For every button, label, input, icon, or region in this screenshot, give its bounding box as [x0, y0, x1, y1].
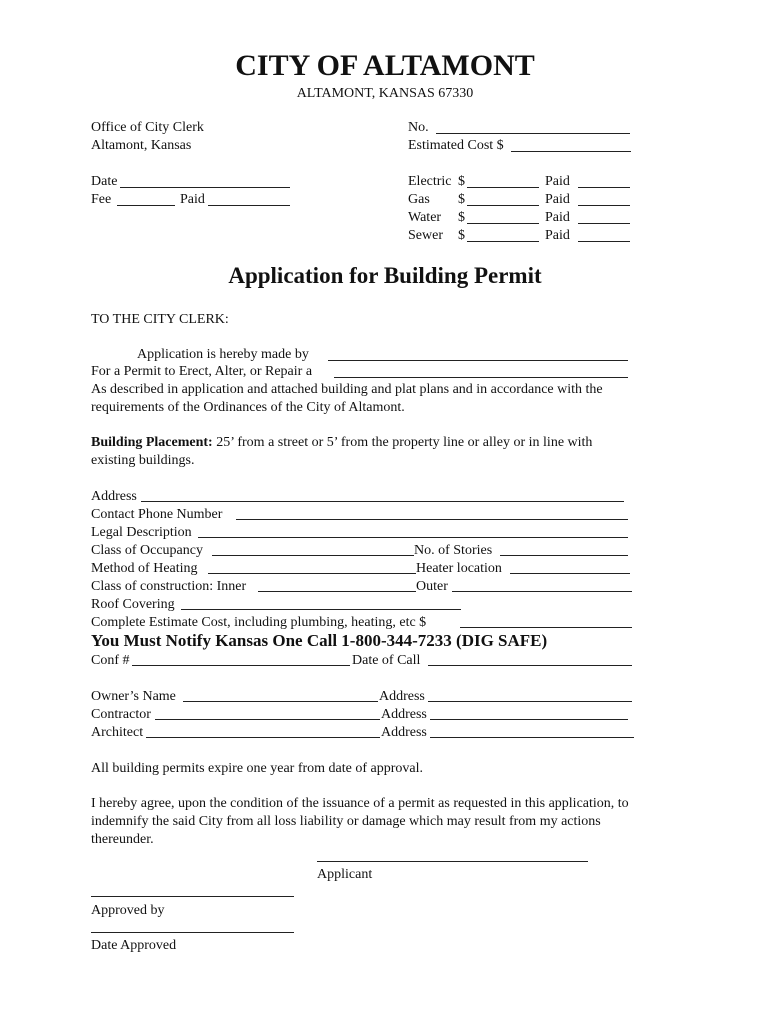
class-of-occupancy-label: Class of Occupancy: [91, 543, 203, 558]
owner-address-label: Address: [379, 689, 425, 704]
contractor-field[interactable]: [155, 719, 380, 720]
conf-field[interactable]: [132, 665, 350, 666]
agreement-line1: I hereby agree, upon the condition of the issuance of a permit as requested in this application, to: [91, 796, 629, 811]
architect-field[interactable]: [146, 737, 380, 738]
made-by-label: Application is hereby made by: [137, 347, 309, 362]
conf-label: Conf #: [91, 653, 130, 668]
owner-address-field[interactable]: [428, 701, 632, 702]
owner-field[interactable]: [183, 701, 378, 702]
placement-label: Building Placement:: [91, 435, 213, 450]
utility-electric-amount[interactable]: [467, 187, 539, 188]
form-title: Application for Building Permit: [228, 263, 542, 288]
described-line1: As described in application and attached building and plat plans and in accordance with the: [91, 382, 603, 397]
utility-sewer-paid-label: Paid: [545, 228, 570, 243]
applicant-label: Applicant: [317, 867, 373, 882]
roof-covering-label: Roof Covering: [91, 597, 175, 612]
contractor-address-field[interactable]: [430, 719, 628, 720]
city-title: CITY OF ALTAMONT: [235, 49, 535, 82]
utility-electric-paid[interactable]: [578, 187, 630, 188]
approved-by-line[interactable]: [91, 896, 294, 897]
permit-for-field[interactable]: [334, 377, 628, 378]
to-clerk: TO THE CITY CLERK:: [91, 312, 229, 327]
no-of-stories-label: No. of Stories: [414, 543, 493, 558]
legal-description-label: Legal Description: [91, 525, 192, 540]
date-of-call-label: Date of Call: [352, 653, 421, 668]
legal-description-field[interactable]: [198, 537, 628, 538]
agreement-line2: indemnify the said City from all loss liability or damage which may result from my actions: [91, 814, 601, 829]
no-of-stories-field[interactable]: [500, 555, 628, 556]
fee-paid-label: Paid: [180, 192, 205, 207]
outer-label: Outer: [416, 579, 448, 594]
architect-address-label: Address: [381, 725, 427, 740]
approved-by-label: Approved by: [91, 903, 165, 918]
owner-label: Owner’s Name: [91, 689, 176, 704]
contact-phone-field[interactable]: [236, 519, 628, 520]
utility-electric-currency: $: [458, 174, 465, 189]
date-approved-label: Date Approved: [91, 938, 177, 953]
utility-gas-amount[interactable]: [467, 205, 539, 206]
utility-gas-label: Gas: [408, 192, 430, 207]
permit-for-label: For a Permit to Erect, Alter, or Repair a: [91, 364, 313, 379]
contractor-address-label: Address: [381, 707, 427, 722]
expire-text: All building permits expire one year from date of approval.: [91, 761, 424, 776]
placement-line2: existing buildings.: [91, 453, 195, 468]
method-of-heating-field[interactable]: [208, 573, 416, 574]
method-of-heating-label: Method of Heating: [91, 561, 198, 576]
complete-estimate-label: Complete Estimate Cost, including plumbing, heating, etc $: [91, 615, 427, 630]
date-approved-line[interactable]: [91, 932, 294, 933]
utility-water-paid-label: Paid: [545, 210, 570, 225]
placement-text1: 25’ from a street or 5’ from the property line or alley or in line with: [212, 435, 593, 450]
outer-field[interactable]: [452, 591, 632, 592]
fee-label: Fee: [91, 192, 112, 207]
utility-electric-label: Electric: [408, 174, 452, 189]
fee-paid-field[interactable]: [208, 205, 290, 206]
no-field[interactable]: [436, 133, 630, 134]
utility-gas-paid[interactable]: [578, 205, 630, 206]
utility-water-currency: $: [458, 210, 465, 225]
estimated-cost-label: Estimated Cost $: [408, 138, 504, 153]
class-of-construction-inner-field[interactable]: [258, 591, 416, 592]
agreement-line3: thereunder.: [91, 832, 154, 847]
date-field[interactable]: [120, 187, 290, 188]
office-line1: Office of City Clerk: [91, 120, 204, 135]
applicant-signature-line[interactable]: [317, 861, 588, 862]
dig-safe-notice: You Must Notify Kansas One Call 1-800-344-7233 (DIG SAFE): [91, 631, 548, 650]
utility-sewer-label: Sewer: [408, 228, 443, 243]
address-label: Address: [91, 489, 137, 504]
utility-water-amount[interactable]: [467, 223, 539, 224]
contractor-label: Contractor: [91, 707, 151, 722]
utility-sewer-paid[interactable]: [578, 241, 630, 242]
city-address: ALTAMONT, KANSAS 67330: [296, 86, 474, 101]
utility-gas-paid-label: Paid: [545, 192, 570, 207]
utility-gas-currency: $: [458, 192, 465, 207]
no-label: No.: [408, 120, 429, 135]
architect-label: Architect: [91, 725, 144, 740]
placement-line1: [91, 434, 592, 451]
address-field[interactable]: [141, 501, 624, 502]
utility-water-label: Water: [408, 210, 442, 225]
utility-sewer-currency: $: [458, 228, 465, 243]
estimated-cost-field[interactable]: [511, 151, 631, 152]
utility-sewer-amount[interactable]: [467, 241, 539, 242]
fee-field[interactable]: [117, 205, 175, 206]
heater-location-field[interactable]: [510, 573, 630, 574]
roof-covering-field[interactable]: [181, 609, 461, 610]
date-label: Date: [91, 174, 118, 189]
class-of-occupancy-field[interactable]: [212, 555, 414, 556]
utility-electric-paid-label: Paid: [545, 174, 570, 189]
complete-estimate-field[interactable]: [460, 627, 632, 628]
class-of-construction-label: Class of construction: Inner: [91, 579, 247, 594]
architect-address-field[interactable]: [430, 737, 634, 738]
contact-phone-label: Contact Phone Number: [91, 507, 223, 522]
heater-location-label: Heater location: [416, 561, 502, 576]
described-line2: requirements of the Ordinances of the City of Altamont.: [91, 400, 405, 415]
date-of-call-field[interactable]: [428, 665, 632, 666]
applicant-name-field[interactable]: [328, 360, 628, 361]
office-line2: Altamont, Kansas: [91, 138, 192, 153]
utility-water-paid[interactable]: [578, 223, 630, 224]
